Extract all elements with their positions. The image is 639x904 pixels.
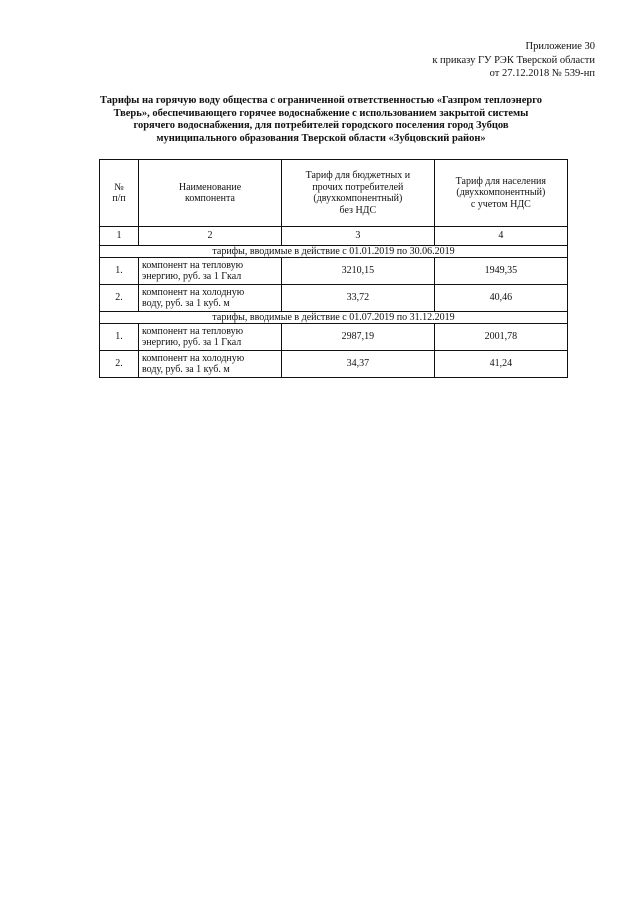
title-line: Тарифы на горячую воду общества с ограниченной ответственностью «Газпром теплоэнерго [100,95,542,106]
header-text: (двухкомпонентный) [456,187,546,199]
row-number: 1. [100,324,139,351]
population-tariff: 40,46 [434,285,567,312]
column-number: 4 [434,227,567,246]
row-number: 1. [100,258,139,285]
document-title [86,95,556,145]
component-name [139,351,282,378]
table-row [100,258,568,285]
component-name [139,324,282,351]
column-number: 1 [100,227,139,246]
header-cell-number [100,160,139,227]
period-label: тарифы, вводимые в действие с 01.07.2019 по 31.12.2019 [100,312,568,324]
table-row [100,351,568,378]
header-text: № [114,181,124,193]
component-name-line: компонент на холодную [142,352,245,364]
row-number: 2. [100,351,139,378]
header-cell-budget [282,160,435,227]
table-row [100,324,568,351]
column-number-row [100,227,568,246]
title-line: муниципального образования Тверской области «Зубцовский район» [156,132,486,144]
appendix-number: Приложение 30 [525,41,595,52]
component-name-line: энергию, руб. за 1 Гкал [142,337,242,348]
header-text: Наименование [178,181,242,193]
component-name [139,285,282,312]
header-text: (двухкомпонентный) [313,193,403,204]
column-number: 2 [139,227,282,246]
header-text: Тариф для населения [455,175,546,187]
header-text: прочих потребителей [312,181,404,193]
population-tariff: 2001,78 [434,324,567,351]
appendix-order: к приказу ГУ РЭК Тверской области [432,54,595,66]
header-text: Тариф для бюджетных и [305,170,411,181]
component-name-line: энергию, руб. за 1 Гкал [142,271,242,282]
budget-tariff: 3210,15 [282,258,435,285]
population-tariff: 41,24 [434,351,567,378]
table-header-row [100,160,568,227]
component-name-line: компонент на холодную [142,286,245,298]
header-text: п/п [112,193,126,204]
budget-tariff: 34,37 [282,351,435,378]
period-row [100,246,568,258]
budget-tariff: 33,72 [282,285,435,312]
component-name-line: воду, руб. за 1 куб. м [142,298,230,309]
population-tariff: 1949,35 [434,258,567,285]
period-label: тарифы, вводимые в действие с 01.01.2019 по 30.06.2019 [100,246,568,258]
title-line: Тверь», обеспечивающего горячее водоснабжение с использованием закрытой системы [113,107,529,119]
period-row [100,312,568,324]
title-line: горячего водоснабжения, для потребителей городского поселения город Зубцов [133,120,509,131]
component-name-line: компонент на тепловую [142,259,244,271]
appendix-reference [432,40,595,81]
component-name-line: воду, руб. за 1 куб. м [142,364,230,375]
header-text: без НДС [339,204,377,216]
appendix-date: от 27.12.2018 № 539-нп [489,68,595,79]
component-name-line: компонент на тепловую [142,325,244,337]
table-row [100,285,568,312]
header-cell-name [139,160,282,227]
header-text: с учетом НДС [470,198,531,210]
budget-tariff: 2987,19 [282,324,435,351]
row-number: 2. [100,285,139,312]
column-number: 3 [282,227,435,246]
header-cell-population [434,160,567,227]
component-name [139,258,282,285]
header-text: компонента [185,193,235,204]
tariff-table [99,159,568,378]
